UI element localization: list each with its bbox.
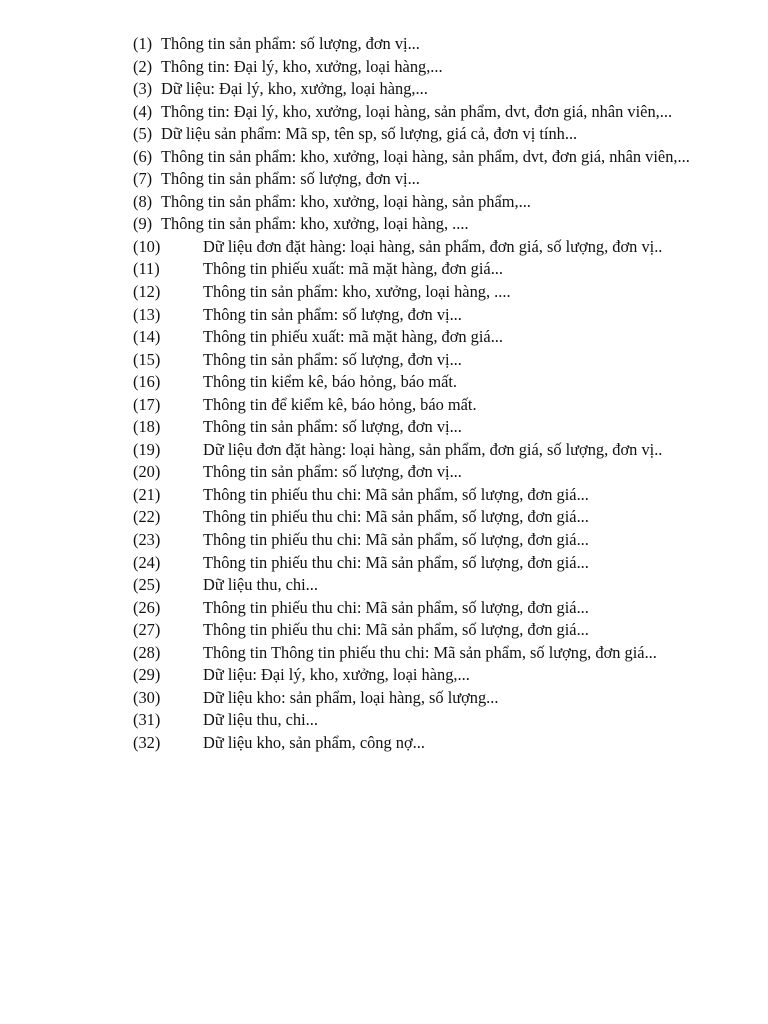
item-number: (7) [133,169,153,189]
item-text: Dữ liệu kho: sản phẩm, loại hàng, số lượng... [203,687,499,707]
list-item-13 [133,304,733,327]
numbered-list [133,33,733,755]
list-item-30 [133,687,733,710]
item-number: (23) [133,530,161,550]
item-number: (9) [133,214,153,234]
item-text: Thông tin Thông tin phiếu thu chi: Mã sản phẩm, số lượng, đơn giá... [203,642,657,662]
list-item-14 [133,326,733,349]
item-text: Thông tin sản phẩm: kho, xưởng, loại hàng, sản phẩm,... [161,191,531,211]
item-number: (12) [133,282,161,302]
list-item-4 [133,101,733,124]
item-number: (14) [133,327,161,347]
item-number: (15) [133,349,161,369]
item-text: Thông tin phiếu thu chi: Mã sản phẩm, số lượng, đơn giá... [203,507,589,527]
item-text: Thông tin sản phẩm: số lượng, đơn vị... [203,304,462,324]
list-item-3 [133,78,733,101]
item-text: Thông tin phiếu thu chi: Mã sản phẩm, số lượng, đơn giá... [203,597,589,617]
item-text: Dữ liệu sản phẩm: Mã sp, tên sp, số lượng, giá cả, đơn vị tính... [161,124,578,144]
list-item-2 [133,56,733,79]
item-text: Thông tin: Đại lý, kho, xưởng, loại hàng,... [161,56,443,76]
item-text: Thông tin sản phẩm: kho, xưởng, loại hàng, .... [203,282,511,302]
item-text: Thông tin phiếu thu chi: Mã sản phẩm, số lượng, đơn giá... [203,484,589,504]
item-number: (29) [133,665,161,685]
item-number: (2) [133,56,153,76]
item-text: Dữ liệu đơn đặt hàng: loại hàng, sản phẩm, đơn giá, số lượng, đơn vị.. [203,236,663,256]
list-item-15 [133,349,733,372]
list-item-18 [133,416,733,439]
item-text: Thông tin sản phẩm: số lượng, đơn vị... [203,349,462,369]
item-number: (4) [133,101,153,121]
item-text: Thông tin phiếu thu chi: Mã sản phẩm, số lượng, đơn giá... [203,552,589,572]
item-text: Thông tin phiếu xuất: mã mặt hàng, đơn giá... [203,259,504,279]
item-number: (20) [133,462,161,482]
item-text: Thông tin sản phẩm: số lượng, đơn vị... [161,34,420,53]
list-item-7 [133,168,733,191]
list-item-21 [133,484,733,507]
item-text: Dữ liệu thu, chi... [203,710,318,730]
list-item-5 [133,123,733,146]
list-item-16 [133,371,733,394]
list-item-31 [133,709,733,732]
item-text: Thông tin sản phẩm: số lượng, đơn vị... [161,169,420,189]
list-item-26 [133,597,733,620]
item-number: (10) [133,236,161,256]
item-text: Thông tin phiếu thu chi: Mã sản phẩm, số lượng, đơn giá... [203,530,589,550]
item-number: (31) [133,710,161,730]
list-item-23 [133,529,733,552]
list-item-11 [133,258,733,281]
item-text: Thông tin: Đại lý, kho, xưởng, loại hàng, sản phẩm, dvt, đơn giá, nhân viên,... [161,101,673,121]
list-item-24 [133,552,733,575]
item-text: Dữ liệu đơn đặt hàng: loại hàng, sản phẩm, đơn giá, số lượng, đơn vị.. [203,439,663,459]
item-number: (28) [133,642,161,662]
list-item-32 [133,732,733,755]
item-text: Thông tin sản phẩm: kho, xưởng, loại hàng, .... [161,214,469,234]
list-item-9 [133,213,733,236]
list-item-19 [133,439,733,462]
list-item-22 [133,506,733,529]
item-number: (22) [133,507,161,527]
item-number: (25) [133,575,161,595]
item-number: (6) [133,146,153,166]
list-item-28 [133,642,733,665]
list-item-12 [133,281,733,304]
item-text: Dữ liệu: Đại lý, kho, xưởng, loại hàng,... [161,79,428,99]
item-number: (13) [133,304,161,324]
item-text: Thông tin sản phẩm: kho, xưởng, loại hàng, sản phẩm, dvt, đơn giá, nhân viên,... [161,146,690,166]
list-item-1 [133,33,733,56]
item-text: Thông tin để kiểm kê, báo hỏng, báo mất. [203,394,477,414]
item-number: (24) [133,552,161,572]
item-number: (8) [133,191,153,211]
item-number: (27) [133,620,161,640]
item-text: Thông tin phiếu thu chi: Mã sản phẩm, số lượng, đơn giá... [203,620,589,640]
item-text: Thông tin phiếu xuất: mã mặt hàng, đơn giá... [203,327,504,347]
list-item-25 [133,574,733,597]
list-item-17 [133,394,733,417]
item-text: Thông tin sản phẩm: số lượng, đơn vị... [203,417,462,437]
item-text: Thông tin kiểm kê, báo hỏng, báo mất. [203,372,458,392]
item-number: (18) [133,417,161,437]
list-item-8 [133,191,733,214]
item-number: (11) [133,259,160,279]
item-number: (5) [133,124,153,144]
list-item-27 [133,619,733,642]
item-number: (21) [133,484,161,504]
item-number: (19) [133,439,161,459]
list-item-29 [133,664,733,687]
item-number: (26) [133,597,161,617]
item-text: Dữ liệu thu, chi... [203,575,318,595]
item-text: Dữ liệu kho, sản phẩm, công nợ... [203,732,425,752]
item-number: (17) [133,394,161,414]
item-number: (3) [133,79,153,99]
item-number: (1) [133,34,153,53]
item-number: (30) [133,687,161,707]
item-number: (32) [133,732,161,752]
list-item-10 [133,236,733,259]
list-item-6 [133,146,717,169]
list-item-20 [133,461,733,484]
item-number: (16) [133,372,161,392]
item-text: Thông tin sản phẩm: số lượng, đơn vị... [203,462,462,482]
item-text: Dữ liệu: Đại lý, kho, xưởng, loại hàng,... [203,665,470,685]
